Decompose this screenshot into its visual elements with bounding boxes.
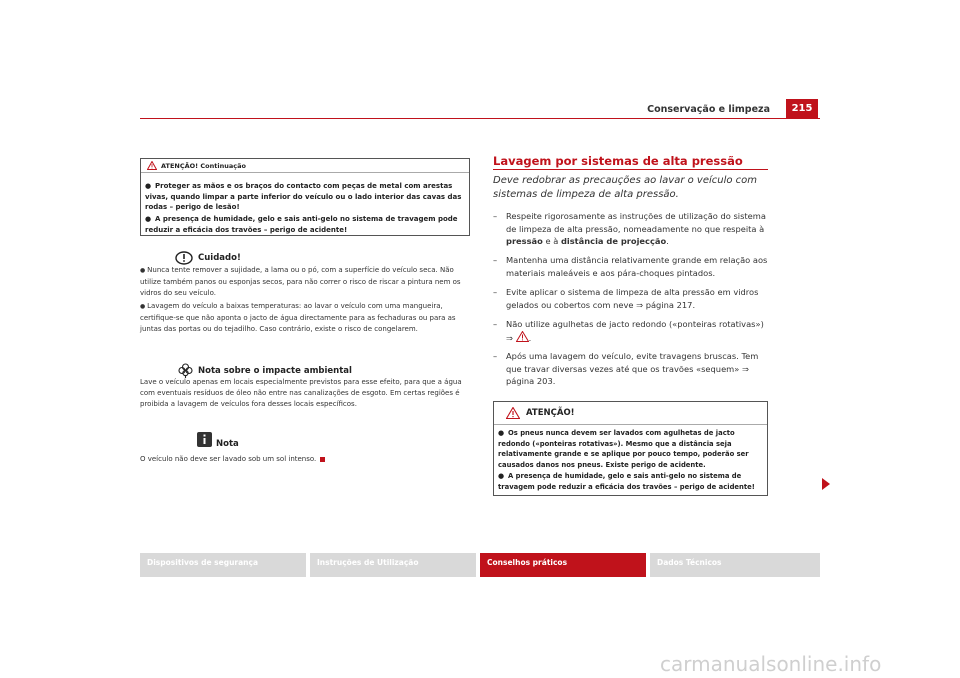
step-item: – Respeite rigorosamente as instruções de utilização do sistema de limpeza de alta pressão, nomeadamente no que respeita à pressão e à distância de projecção.: [493, 211, 766, 246]
environment-label: Nota sobre o impacte ambiental: [198, 365, 352, 376]
caution-label: Cuidado!: [198, 253, 241, 263]
footer-tab-practical-tips[interactable]: Conselhos práticos: [480, 553, 646, 577]
divider: [141, 172, 469, 173]
page-header-title: Conservação e limpeza: [647, 104, 770, 115]
warning-continued-heading: [147, 161, 246, 170]
warning-label: ATENÇÃO!: [526, 408, 575, 418]
list-item: ● A presença de humidade, gelo e sais anti-gelo no sistema de travagem pode reduzir a eficácia dos travões – perigo de acidente!: [498, 472, 755, 491]
divider: [494, 424, 767, 425]
list-item: ● Os pneus nunca devem ser lavados com agulhetas de jacto redondo («ponteiras rotativas»). Mesmo que a distância seja relativamente grande e se aplique por pouco tempo, poderão ser causados danos nos pneus. Existe perigo de acidente.: [498, 429, 749, 469]
footer-tab-safety[interactable]: Dispositivos de segurança: [140, 553, 306, 577]
section-intro: Deve redobrar as precauções ao lavar o veículo com sistemas de limpeza de alta pressão.: [493, 175, 758, 200]
warning-box: [493, 401, 768, 496]
list-item: ● Proteger as mãos e os braços do contacto com peças de metal com arestas vivas, quando limpar a parte inferior do veículo ou o lado interior das cavas das rodas – perigo de lesão!: [145, 182, 462, 211]
caution-heading: [195, 251, 241, 265]
environment-text: Lave o veículo apenas em locais especialmente previstos para esse efeito, para que a água com eventuais resíduos de óleo não entre nas canalizações de esgoto. Em certas regiões é proibida a lavagem de veículos fora desses locais específicos.: [140, 378, 462, 408]
warning-continued-box: [140, 158, 470, 236]
step-item: – Mantenha uma distância relativamente grande em relação aos materiais maleáveis e aos pára-choques pintados.: [493, 255, 768, 278]
caution-item: ● Nunca tente remover a sujidade, a lama ou o pó, com a superfície do veículo seca. Não utilize também panos ou esponjas secos, para não correr o risco de riscar a pintura nem os vidros do seu veículo.: [140, 266, 461, 297]
page-number-badge: 215: [786, 99, 818, 118]
watermark: carmanualsonline.info: [660, 652, 882, 676]
step-item: – Evite aplicar o sistema de limpeza de alta pressão em vidros gelados ou cobertos com neve ⇒ página 217.: [493, 287, 759, 310]
warning-heading: [506, 407, 575, 419]
warning-continued-label: ATENÇÃO! Continuação: [161, 161, 246, 170]
section-title: Lavagem por sistemas de alta pressão: [493, 154, 743, 168]
caution-exclamation-icon: [175, 251, 193, 265]
note-heading: Nota: [216, 439, 239, 449]
caution-item: ● Lavagem do veículo a baixas temperaturas: ao lavar o veículo com uma mangueira, certifique-se que não aponta o jacto de água directamente para as fechaduras ou para as juntas das portas ou do tejadilho. Caso contrário, existe o risco de congelarem.: [140, 302, 456, 333]
list-item: ● A presença de humidade, gelo e sais anti-gelo no sistema de travagem pode reduzir a eficácia dos travões – perigo de acidente!: [145, 215, 458, 234]
environment-heading: [198, 363, 352, 378]
step-item: – Não utilize agulhetas de jacto redondo («ponteiras rotativas») ⇒ .: [493, 319, 764, 343]
flower-environment-icon: [178, 363, 193, 378]
warning-triangle-icon: [506, 407, 520, 419]
section-title-rule: [493, 169, 768, 170]
warning-triangle-icon: [147, 161, 157, 170]
note-text: O veículo não deve ser lavado sob um sol intenso.: [140, 454, 475, 465]
continue-arrow-icon: [822, 478, 830, 490]
end-marker-icon: [320, 457, 325, 462]
header-rule: [140, 118, 820, 119]
footer-tab-instructions[interactable]: Instruções de Utilização: [310, 553, 476, 577]
step-item: – Após uma lavagem do veículo, evite travagens bruscas. Tem que travar diversas vezes até que os travões «sequem» ⇒ página 203.: [493, 351, 759, 386]
footer-tab-technical-data[interactable]: Dados Técnicos: [650, 553, 820, 577]
note-info-icon: [197, 432, 212, 447]
warning-triangle-icon: [516, 331, 529, 342]
